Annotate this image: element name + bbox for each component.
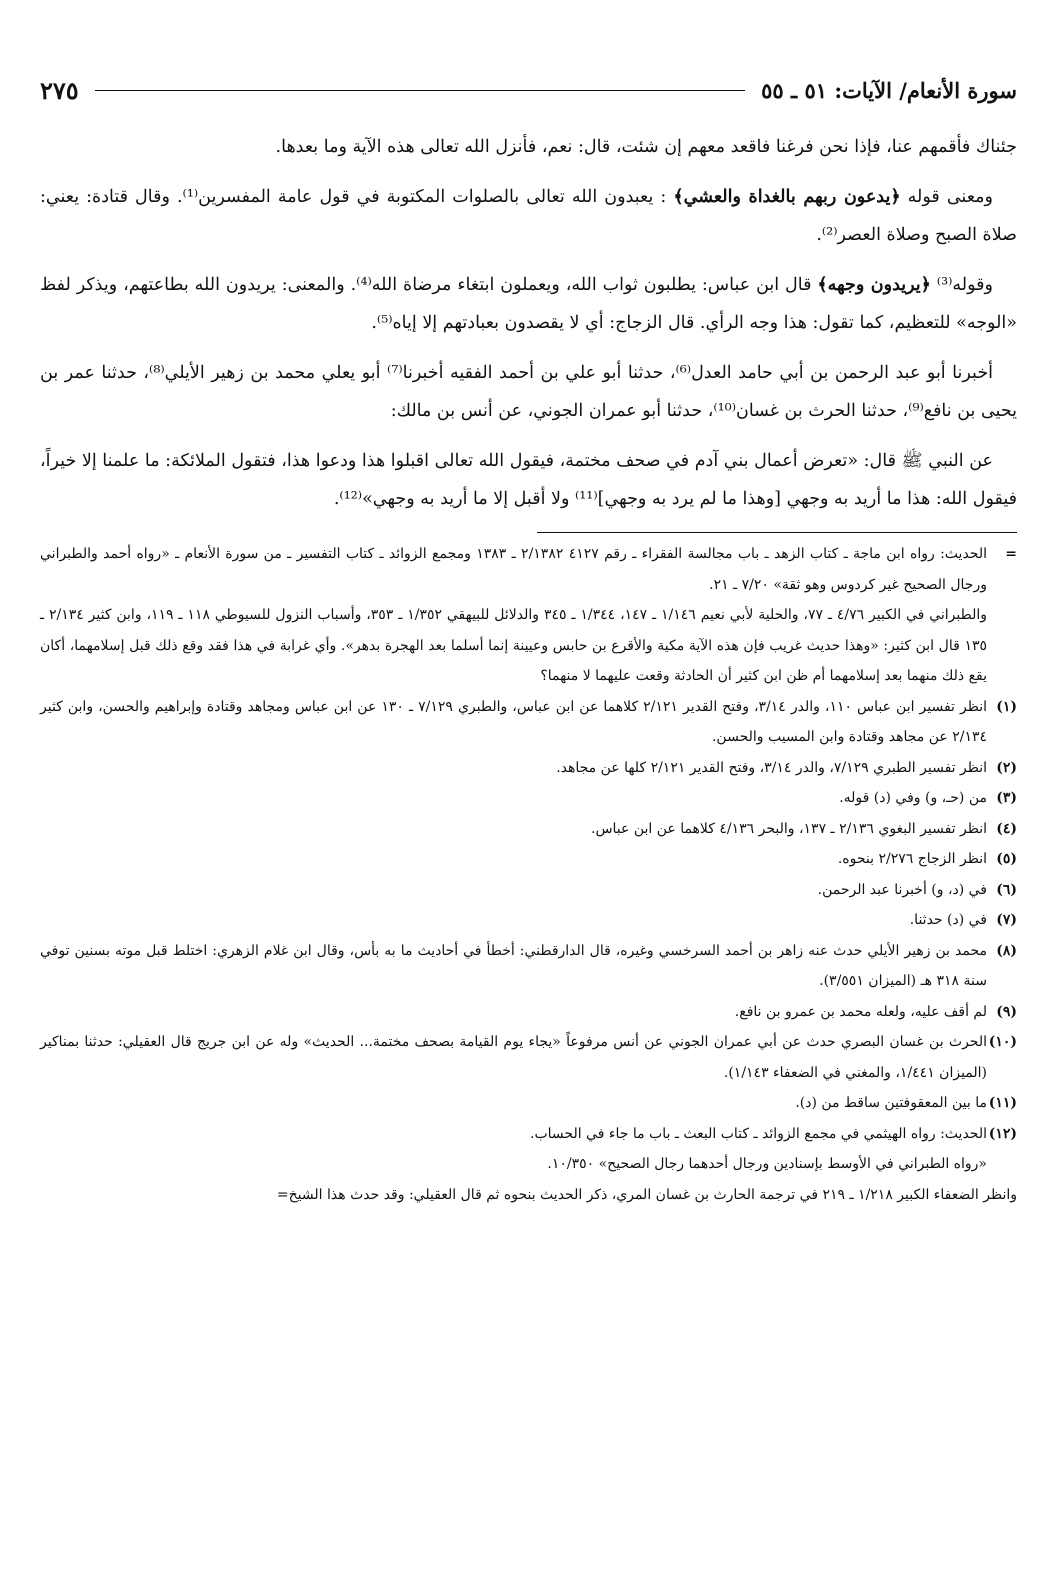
book-page (40, 70, 1017, 1210)
footnote-number: (٨) (996, 942, 1017, 959)
footnote-12 (40, 1119, 1017, 1150)
footnote-number: (٣) (996, 790, 1017, 806)
footnote-8 (40, 936, 1017, 997)
footnote-text: لم أقف عليه، ولعله محمد بن عمرو بن نافع. (734, 1003, 987, 1020)
footnote-6 (40, 875, 1017, 906)
footnote-9 (40, 997, 1017, 1028)
footnote-separator (537, 532, 1017, 533)
footnote-1 (40, 692, 1017, 753)
paragraph-1-text: جئناك فأقمهم عنا، فإذا نحن فرغنا فاقعد معهم إن شئت، قال: نعم، فأنزل الله تعالى هذه الآية وما بعدها. (275, 137, 1017, 157)
footnote-text: انظر تفسير ابن عباس ١١٠، والدر ٣/١٤، وفتح القدير ٢/١٢١ كلاهما عن ابن عباس، والطبري ٧/١٢٩ ـ ١٣٠ عن ابن عباس ومجاهد وقتادة وإبراهيم والحسن، وابن كثير ٢/١٣٤ عن مجاهد وقتادة وابن المسيب والحسن. (40, 698, 987, 745)
main-text (40, 128, 1017, 518)
paragraph-1 (40, 128, 1017, 166)
paragraph-2-text: : يعبدون الله تعالى بالصلوات المكتوبة في قول عامة المفسرين⁽¹⁾. وقال قتادة: يعني: صلاة الصبح وصلاة العصر⁽²⁾. (40, 187, 1017, 245)
paragraph-2-intro: ومعنى قوله (900, 187, 993, 207)
footnote-number: (٢) (996, 759, 1017, 776)
footnote-number: (٤) (996, 820, 1017, 837)
footnote-12-quote: «رواه الطبراني في الأوسط بإسنادين ورجال أحدهما رجال الصحيح» ١٠/٣٥٠. (547, 1156, 987, 1172)
footnote-5 (40, 844, 1017, 875)
paragraph-5 (40, 442, 1017, 518)
page-number: ٢٧٥ (40, 75, 79, 105)
footnote-text: من (حـ، و) وفي (د) قوله. (839, 790, 987, 806)
footnote-continuation (40, 539, 1017, 600)
footnote-10 (40, 1027, 1017, 1088)
footnote-text: الحديث: رواه ابن ماجة ـ كتاب الزهد ـ باب مجالسة الفقراء ـ رقم ٤١٢٧ ٢/١٣٨٢ ـ ١٣٨٣ ومجمع الزوائد ـ كتاب التفسير ـ من سورة الأنعام ـ «رواه أحمد والطبراني ورجال الصحيح غير كردوس وهو ثقة» ٧/٢٠ ـ ٢١. (40, 546, 987, 593)
paragraph-3-intro: وقوله⁽³⁾ (930, 275, 993, 295)
footnote-text: الحديث: رواه الهيثمي في مجمع الزوائد ـ كتاب البعث ـ باب ما جاء في الحساب. (530, 1125, 987, 1142)
hadith-text: عن النبي ﷺ قال: «تعرض أعمال بني آدم في صحف مختمة، فيقول الله تعالى اقبلوا هذا ودعوا هذا، فتقول الملائكة: ما علمنا إلا خيراً، فيقول الله: هذا ما أريد به وجهي [وهذا ما لم يرد به وجهي]⁽¹¹⁾ ولا أقبل إلا ما أريد به وجهي»⁽¹²⁾. (40, 451, 1017, 509)
paragraph-2 (40, 178, 1017, 254)
header-rule (95, 90, 745, 91)
quran-quote: ﴿يدعون ربهم بالغداة والعشي﴾ (673, 187, 901, 207)
continuation-marker: = (1005, 546, 1017, 562)
paragraph-3 (40, 266, 1017, 342)
footnote-number: (٦) (996, 881, 1017, 898)
footnote-number: (١١) (988, 1095, 1017, 1111)
footnote-11 (40, 1088, 1017, 1119)
footnote-text: انظر تفسير الطبري ٧/١٢٩، والدر ٣/١٤، وفتح القدير ٢/١٢١ كلها عن مجاهد. (556, 759, 987, 776)
footnote-text: في (د) حدثنا. (909, 912, 987, 928)
footnote-number: (٥) (996, 851, 1017, 867)
footnote-12-continuation: وانظر الضعفاء الكبير ١/٢١٨ ـ ٢١٩ في ترجمة الحارث بن غسان المري، ذكر الحديث بنحوه ثم قال العقيلي: وقد حدث هذا الشيخ= (276, 1186, 1017, 1203)
footnote-text: ما بين المعقوفتين ساقط من (د). (795, 1095, 987, 1111)
footnote-text: في (د، و) أخبرنا عبد الرحمن. (817, 881, 987, 898)
footnote-4 (40, 814, 1017, 845)
paragraph-3-text: قال ابن عباس: يطلبون ثواب الله، ويعملون ابتغاء مرضاة الله⁽⁴⁾. والمعنى: يريدون الله بطاعتهم، ويذكر لفظ «الوجه» للتعظيم، كما تقول: هذا وجه الرأي. قال الزجاج: أي لا يقصدون بعبادتهم إلا إياه⁽⁵⁾. (40, 275, 1017, 333)
paragraph-4 (40, 354, 1017, 430)
footnote-number: (١٢) (988, 1125, 1017, 1142)
footnote-text: انظر تفسير البغوي ٢/١٣٦ ـ ١٣٧، والبحر ٤/١٣٦ كلاهما عن ابن عباس. (591, 820, 987, 837)
quran-quote: ﴿يريدون وجهه﴾ (817, 275, 931, 295)
footnote-7 (40, 905, 1017, 936)
footnote-2 (40, 753, 1017, 784)
footnote-number: (١) (996, 698, 1017, 715)
running-header (40, 70, 1017, 110)
surah-title: سورة الأنعام/ الآيات: ٥١ ـ ٥٥ (761, 77, 1017, 103)
footnotes (40, 539, 1017, 1210)
footnote-number: (٧) (996, 912, 1017, 928)
footnote-number: (٩) (996, 1003, 1017, 1020)
footnote-continuation-2: والطبراني في الكبير ٤/٧٦ ـ ٧٧، والحلية لأبي نعيم ١/١٤٦ ـ ١٤٧، ١/٣٤٤ ـ ٣٤٥ والدلائل للبيهقي ١/٣٥٢ ـ ٣٥٣، وأسباب النزول للسيوطي ١١٨ ـ ١١٩، وابن كثير ٢/١٣٤ ـ ١٣٥ قال ابن كثير: «وهذا حديث غريب فإن هذه الآية مكية والأقرع بن حابس وعيينة إنما أسلما بعد الهجرة بدهر». وأي غرابة في هذا فقد وقع ذلك قبل إسلامهما، أكان يقع ذلك منهما بعد إسلامهما أم ظن ابن كثير أن الحادثة وقعت عليهما لا منهما؟ (40, 607, 988, 684)
footnote-3 (40, 783, 1017, 814)
footnote-text: انظر الزجاج ٢/٢٧٦ بنحوه. (837, 851, 987, 867)
footnote-text: الحرث بن غسان البصري حدث عن أبي عمران الجوني عن أنس مرفوعاً «يجاء يوم القيامة بصحف مختمة... الحديث» وله عن ابن جريج قال العقيلي: حدثنا بمناكير (الميزان ١/٤٤١، والمغني في الضعفاء ١/١٤٣). (40, 1034, 987, 1081)
footnote-text: محمد بن زهير الأيلي حدث عنه زاهر بن أحمد السرخسي وغيره، قال الدارقطني: أخطأ في أحاديث ما به بأس، وقال ابن غلام الزهري: اختلط قبل موته بسنين توفي سنة ٣١٨ هـ (الميزان ٣/٥٥١). (40, 942, 987, 989)
footnote-number: (١٠) (988, 1034, 1017, 1050)
isnad-chain: أخبرنا أبو عبد الرحمن بن أبي حامد العدل⁽⁶⁾، حدثنا أبو علي بن أحمد الفقيه أخبرنا⁽⁷⁾ أبو يعلي محمد بن زهير الأيلي⁽⁸⁾، حدثنا عمر بن يحيى بن نافع⁽⁹⁾، حدثنا الحرث بن غسان⁽¹⁰⁾، حدثنا أبو عمران الجوني، عن أنس بن مالك: (40, 363, 1017, 421)
